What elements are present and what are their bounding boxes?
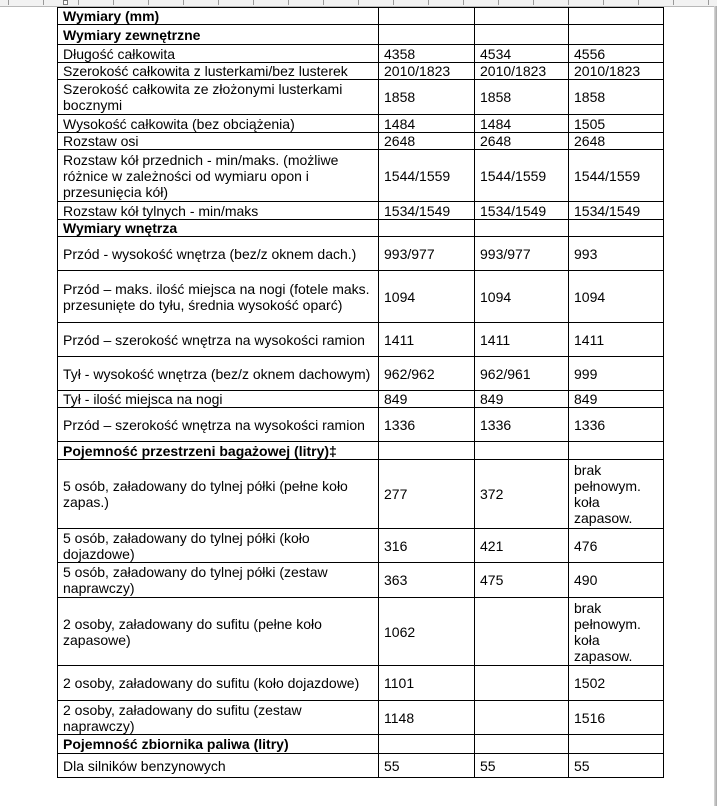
value-cell[interactable]: 1411 xyxy=(475,323,569,357)
value-cell[interactable] xyxy=(569,25,664,45)
row-label-cell[interactable]: 2 osoby, załadowany do sufitu (zestaw naprawczy) xyxy=(58,701,379,735)
ruler-tick xyxy=(603,0,604,5)
value-cell[interactable]: 55 xyxy=(379,754,475,778)
table-row xyxy=(58,598,664,666)
value-cell[interactable]: 993/977 xyxy=(475,237,569,271)
ruler-tick xyxy=(358,0,359,5)
ruler-tick xyxy=(323,0,324,5)
value-cell[interactable]: 55 xyxy=(569,754,664,778)
ruler-tick xyxy=(8,0,9,5)
ruler-tick xyxy=(253,0,254,5)
value-cell[interactable]: brak pełnowym. koła zapasow. xyxy=(569,598,664,666)
row-label-cell[interactable]: Przód – maks. ilość miejsca na nogi (fotele maks. przesunięte do tyłu, średnia wysokość oparć) xyxy=(58,271,379,323)
table-row xyxy=(58,63,664,80)
value-cell[interactable] xyxy=(475,8,569,25)
table-row xyxy=(58,529,664,563)
ruler-tick xyxy=(568,0,569,5)
value-cell[interactable]: 1094 xyxy=(475,271,569,323)
row-label-cell[interactable]: Wysokość całkowita (bez obciążenia) xyxy=(58,115,379,133)
row-label-cell[interactable]: Przód – szerokość wnętrza na wysokości ramion xyxy=(58,323,379,357)
row-label-cell[interactable]: 5 osób, załadowany do tylnej półki (pełne koło zapas.) xyxy=(58,460,379,529)
table-row xyxy=(58,460,664,529)
ruler-tick xyxy=(463,0,464,5)
value-cell[interactable]: 1858 xyxy=(569,80,664,115)
value-cell[interactable] xyxy=(569,8,664,25)
value-cell[interactable]: 372 xyxy=(475,460,569,529)
value-cell[interactable]: 421 xyxy=(475,529,569,563)
value-cell[interactable]: 1544/1559 xyxy=(475,150,569,202)
value-cell[interactable] xyxy=(475,442,569,460)
ruler-indent-marker[interactable] xyxy=(63,0,68,5)
row-label-cell[interactable]: Szerokość całkowita z lusterkami/bez lusterek xyxy=(58,63,379,80)
section-header-cell[interactable]: Wymiary zewnętrzne xyxy=(58,25,379,45)
value-cell[interactable]: 4556 xyxy=(569,45,664,63)
ruler-tick xyxy=(78,0,79,5)
value-cell[interactable]: 2010/1823 xyxy=(379,63,475,80)
value-cell[interactable] xyxy=(379,735,475,754)
value-cell[interactable]: 1148 xyxy=(379,701,475,735)
ruler-tick xyxy=(393,0,394,5)
value-cell[interactable] xyxy=(379,442,475,460)
value-cell[interactable]: 1544/1559 xyxy=(379,150,475,202)
ruler-tick xyxy=(113,0,114,5)
table-row xyxy=(58,357,664,391)
row-label-cell[interactable]: Przód – szerokość wnętrza na wysokości ramion xyxy=(58,408,379,442)
value-cell[interactable]: 1516 xyxy=(569,701,664,735)
value-cell[interactable] xyxy=(475,701,569,735)
specs-table xyxy=(57,7,664,778)
row-label-cell[interactable]: Rozstaw osi xyxy=(58,133,379,150)
ruler-tick xyxy=(498,0,499,5)
value-cell[interactable]: 475 xyxy=(475,563,569,598)
value-cell[interactable]: 55 xyxy=(475,754,569,778)
value-cell[interactable]: 1534/1549 xyxy=(569,202,664,220)
value-cell[interactable]: 316 xyxy=(379,529,475,563)
value-cell[interactable]: 1858 xyxy=(475,80,569,115)
value-cell[interactable]: 277 xyxy=(379,460,475,529)
value-cell[interactable]: 2648 xyxy=(475,133,569,150)
value-cell[interactable] xyxy=(475,598,569,666)
section-header-cell[interactable]: Pojemność przestrzeni bagażowej (litry)‡ xyxy=(58,442,379,460)
value-cell[interactable] xyxy=(475,735,569,754)
section-header-row xyxy=(58,220,664,237)
table-row xyxy=(58,202,664,220)
value-cell[interactable]: 1336 xyxy=(475,408,569,442)
value-cell[interactable]: 1534/1549 xyxy=(475,202,569,220)
value-cell[interactable]: 849 xyxy=(379,391,475,408)
table-row xyxy=(58,150,664,202)
value-cell[interactable]: 1101 xyxy=(379,666,475,701)
section-header-cell[interactable]: Pojemność zbiornika paliwa (litry) xyxy=(58,735,379,754)
value-cell[interactable]: 1062 xyxy=(379,598,475,666)
row-label-cell[interactable]: Przód - wysokość wnętrza (bez/z oknem dach.) xyxy=(58,237,379,271)
value-cell[interactable]: 849 xyxy=(475,391,569,408)
ruler-tick xyxy=(288,0,289,5)
value-cell[interactable]: 1336 xyxy=(379,408,475,442)
row-label-cell[interactable]: Tył - ilość miejsca na nogi xyxy=(58,391,379,408)
section-header-cell[interactable]: Wymiary (mm) xyxy=(58,8,379,25)
section-header-cell[interactable]: Wymiary wnętrza xyxy=(58,220,379,237)
table-row xyxy=(58,133,664,150)
value-cell[interactable] xyxy=(569,735,664,754)
ruler-tick xyxy=(638,0,639,5)
value-cell[interactable]: 1411 xyxy=(569,323,664,357)
value-cell[interactable]: 1502 xyxy=(569,666,664,701)
value-cell[interactable]: 1336 xyxy=(569,408,664,442)
value-cell[interactable]: 993/977 xyxy=(379,237,475,271)
ruler-tick xyxy=(183,0,184,5)
ruler-tick xyxy=(218,0,219,5)
table-row xyxy=(58,80,664,115)
section-header-row xyxy=(58,8,664,25)
section-header-row xyxy=(58,25,664,45)
ruler xyxy=(0,0,717,7)
value-cell[interactable] xyxy=(379,8,475,25)
ruler-tick xyxy=(673,0,674,5)
value-cell[interactable]: 363 xyxy=(379,563,475,598)
value-cell[interactable] xyxy=(475,666,569,701)
row-label-cell[interactable]: Tył - wysokość wnętrza (bez/z oknem dachowym) xyxy=(58,357,379,391)
ruler-tick xyxy=(148,0,149,5)
table-row xyxy=(58,271,664,323)
table-row xyxy=(58,45,664,63)
row-label-cell[interactable]: Rozstaw kół przednich - min/maks. (możliwe różnice w zależności od wymiaru opon i przesunięcia kół) xyxy=(58,150,379,202)
value-cell[interactable] xyxy=(569,220,664,237)
value-cell[interactable]: 1094 xyxy=(569,271,664,323)
section-header-row xyxy=(58,735,664,754)
value-cell[interactable]: 1858 xyxy=(379,80,475,115)
row-label-cell[interactable]: Szerokość całkowita ze złożonymi lusterkami bocznymi xyxy=(58,80,379,115)
value-cell[interactable]: 476 xyxy=(569,529,664,563)
value-cell[interactable] xyxy=(379,25,475,45)
table-row xyxy=(58,323,664,357)
table-row xyxy=(58,563,664,598)
value-cell[interactable]: 1544/1559 xyxy=(569,150,664,202)
value-cell[interactable]: 999 xyxy=(569,357,664,391)
value-cell[interactable]: 1411 xyxy=(379,323,475,357)
row-label-cell[interactable]: 5 osób, załadowany do tylnej półki (zestaw naprawczy) xyxy=(58,563,379,598)
value-cell[interactable]: 2648 xyxy=(379,133,475,150)
row-label-cell[interactable]: 2 osoby, załadowany do sufitu (pełne koło zapasowe) xyxy=(58,598,379,666)
table-row xyxy=(58,115,664,133)
ruler-tick xyxy=(43,0,44,5)
table-row xyxy=(58,391,664,408)
value-cell[interactable]: 1505 xyxy=(569,115,664,133)
ruler-tick xyxy=(708,0,709,5)
value-cell[interactable]: 1484 xyxy=(475,115,569,133)
table-row xyxy=(58,754,664,778)
value-cell[interactable] xyxy=(475,25,569,45)
ruler-tick xyxy=(533,0,534,5)
table-row xyxy=(58,701,664,735)
value-cell[interactable]: 993 xyxy=(569,237,664,271)
value-cell[interactable]: 2010/1823 xyxy=(475,63,569,80)
value-cell[interactable]: brak pełnowym. koła zapasow. xyxy=(569,460,664,529)
section-header-row xyxy=(58,442,664,460)
value-cell[interactable]: 962/962 xyxy=(379,357,475,391)
table-row xyxy=(58,666,664,701)
value-cell[interactable]: 1534/1549 xyxy=(379,202,475,220)
value-cell[interactable] xyxy=(569,442,664,460)
row-label-cell[interactable]: Dla silników benzynowych xyxy=(58,754,379,778)
row-label-cell[interactable]: Długość całkowita xyxy=(58,45,379,63)
table-row xyxy=(58,237,664,271)
value-cell[interactable]: 962/961 xyxy=(475,357,569,391)
table-row xyxy=(58,408,664,442)
value-cell[interactable]: 2010/1823 xyxy=(569,63,664,80)
value-cell[interactable] xyxy=(379,220,475,237)
value-cell[interactable]: 1484 xyxy=(379,115,475,133)
value-cell[interactable]: 1094 xyxy=(379,271,475,323)
value-cell[interactable]: 490 xyxy=(569,563,664,598)
value-cell[interactable] xyxy=(475,220,569,237)
value-cell[interactable]: 2648 xyxy=(569,133,664,150)
row-label-cell[interactable]: 5 osób, załadowany do tylnej półki (koło dojazdowe) xyxy=(58,529,379,563)
row-label-cell[interactable]: Rozstaw kół tylnych - min/maks xyxy=(58,202,379,220)
value-cell[interactable]: 4358 xyxy=(379,45,475,63)
row-label-cell[interactable]: 2 osoby, załadowany do sufitu (koło dojazdowe) xyxy=(58,666,379,701)
value-cell[interactable]: 849 xyxy=(569,391,664,408)
ruler-tick xyxy=(428,0,429,5)
value-cell[interactable]: 4534 xyxy=(475,45,569,63)
